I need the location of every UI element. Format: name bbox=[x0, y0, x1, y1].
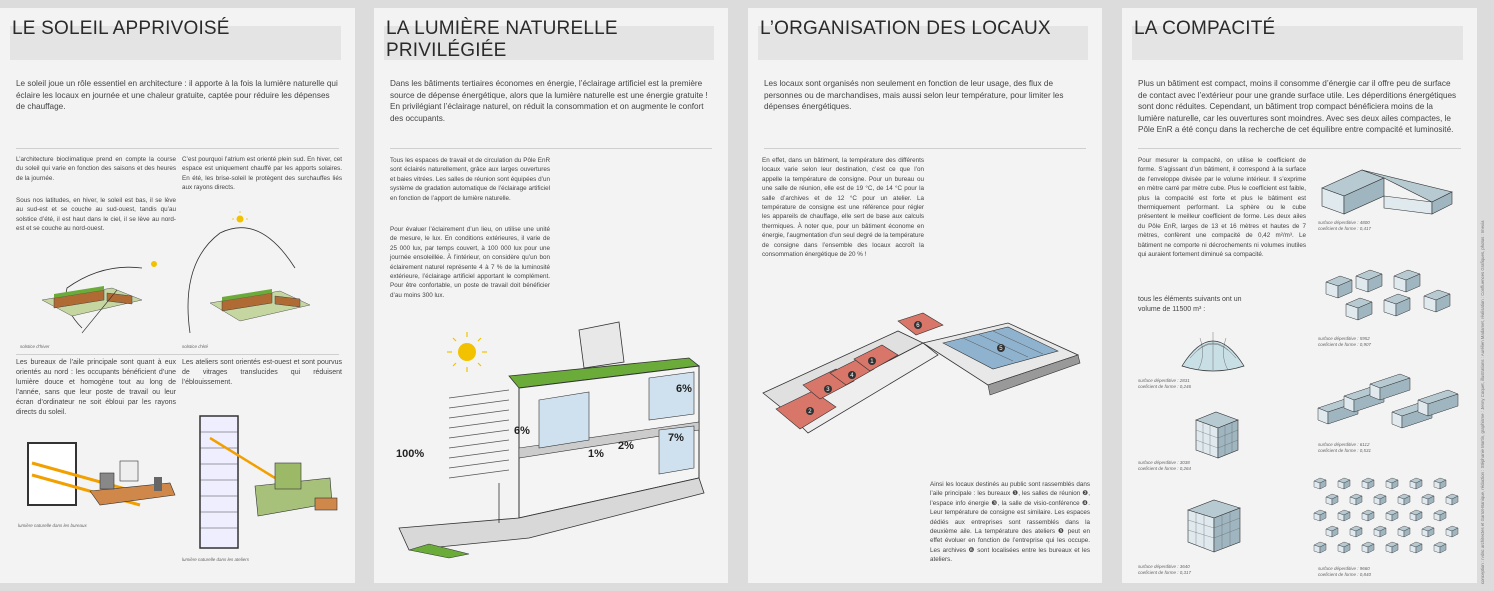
small-cube bbox=[1314, 478, 1326, 489]
pct-center-right: 2% bbox=[618, 440, 634, 452]
room-label: 1 bbox=[870, 359, 874, 366]
panel-title: LE SOLEIL APPRIVOISÉ bbox=[12, 18, 230, 39]
small-cube bbox=[1410, 478, 1422, 489]
small-cube bbox=[1446, 526, 1458, 537]
caption-dome-surface: surface déperditive : 2831 bbox=[1138, 378, 1190, 383]
small-cube bbox=[1434, 510, 1446, 521]
panel-title: LA COMPACITÉ bbox=[1134, 18, 1276, 39]
panel-title: L’ORGANISATION DES LOCAUX bbox=[760, 18, 1051, 39]
small-cube bbox=[1338, 510, 1350, 521]
caption-cube-surface: surface déperditive : 3038 bbox=[1138, 460, 1190, 465]
caption-block-coef: coeficient de forme : 0,317 bbox=[1138, 570, 1192, 575]
text-legend: Ainsi les locaux destinés au public sont rassemblés dans l’aile principale : les bureaux ❶, les salles de réunion ❷, l’espace info énergie ❸, la salle de visio-conférence ❹. Leur température de consigne est similaire. Les espaces dédiés aux entreprises sont rassemblés dans la deuxième aile. La température des ateliers ❺ peut en effet évoluer en fonction de l’entreprise qui les occupe. Les archives ❻ sont localisées entre les bureaux et les ateliers. bbox=[930, 481, 1090, 564]
small-cube bbox=[1422, 526, 1434, 537]
block-shape bbox=[1184, 496, 1244, 556]
panel-soleil bbox=[0, 8, 355, 583]
summer-solstice-diagram bbox=[180, 213, 340, 343]
caption-u-coef: coeficient de forme : 0,417 bbox=[1318, 226, 1372, 231]
workshop-sketch bbox=[180, 408, 345, 553]
text-col1a: L’architecture bioclimatique prend en compte la course du soleil qui varie en fonction des saisons et des heures de la journée. bbox=[16, 156, 176, 182]
divider bbox=[16, 148, 339, 149]
small-cube bbox=[1362, 478, 1374, 489]
small-cube bbox=[1350, 526, 1362, 537]
caption-cube-coef: coeficient de forme : 0,264 bbox=[1138, 466, 1192, 471]
caption-bars-coef: coeficient de forme : 0,531 bbox=[1318, 448, 1372, 453]
small-cube bbox=[1434, 478, 1446, 489]
small-cube bbox=[1398, 526, 1410, 537]
small-cube bbox=[1410, 510, 1422, 521]
small-cube bbox=[1338, 542, 1350, 553]
small-cube bbox=[1374, 526, 1386, 537]
dome-shape bbox=[1178, 326, 1248, 374]
caption-block-surface: surface déperditive : 3640 bbox=[1138, 564, 1190, 569]
panel-lumiere bbox=[374, 8, 728, 583]
panel-intro: Plus un bâtiment est compact, moins il consomme d’énergie car il offre peu de surface de contact avec l’extérieur pour une grande surface utile. Les déperditions énergétiques sont donc réduites. Cependant, un bâtiment trop compact bénéficiera moins de la lumière naturelle, car les ouvertures sont moindres. Avec ses deux ailes compactes, le Pôle EnR a été conçu dans la recherche de cet équilibre entre compacité et luminosité. bbox=[1138, 79, 1457, 134]
small-cube bbox=[1362, 542, 1374, 553]
panel-organisation bbox=[748, 8, 1102, 583]
caption-winter: solstice d’hiver bbox=[20, 344, 50, 349]
many-cubes-shape bbox=[1308, 473, 1468, 563]
pct-top-right: 6% bbox=[676, 383, 692, 395]
five-bars-shape bbox=[1318, 368, 1463, 438]
caption-cubes-coef: coeficient de forme : 0,840 bbox=[1318, 572, 1372, 577]
caption-six-surface: surface déperditive : 5952 bbox=[1318, 336, 1370, 341]
caption-workshop: lumière naturelle dans les ateliers bbox=[182, 557, 250, 562]
panel-intro: Dans les bâtiments tertiaires économes en énergie, l’éclairage artificiel est la première source de dépense énergétique, alors que la lumière naturelle est une énergie gratuite ! En privilégiant l’éclairage naturel, on réduit la consommation et on augmente le confort des occupants. bbox=[390, 79, 708, 123]
text-col2a: C’est pourquoi l’atrium est orienté plein sud. En hiver, cet espace est uniquement chauffé par les apports solaires. En été, les brise-soleil le protègent des surchauffes liés aux rayons directs. bbox=[182, 156, 342, 192]
divider bbox=[1138, 148, 1461, 149]
small-cube bbox=[1386, 510, 1398, 521]
small-cube bbox=[1422, 494, 1434, 505]
panel-intro: Le soleil joue un rôle essentiel en architecture : il apporte à la fois la lumière naturelle qui éclaire les locaux en journée et une chaleur gratuite, captée pour réduire les dépenses de chauffage. bbox=[16, 79, 338, 111]
text-col2c: Les ateliers sont orientés est-ouest et sont pourvus de vitrages translucides qui réduisent l’éblouissement. bbox=[182, 359, 342, 386]
text-col1c: Les bureaux de l’aile principale sont quant à eux orientés au nord : les occupants bénéficient d’une lumière douce et homogène tout au long de l’année, sans que leur poste de travail ou leur écran d’ordinateur ne soit ébloui par les rayons directs du soleil. bbox=[16, 359, 176, 416]
small-cube bbox=[1314, 510, 1326, 521]
small-cube bbox=[1362, 510, 1374, 521]
room-label: 5 bbox=[999, 346, 1003, 353]
text-col1b: Sous nos latitudes, en hiver, le soleil est bas, il se lève au sud-est et se couche au sud-ouest, tandis qu’au solstice d’été, il est haut dans le ciel, il se lève au nord-est et se couche au nord-ouest. bbox=[16, 197, 176, 233]
text-body: En effet, dans un bâtiment, la température des différents locaux varie selon leur destination, c’est ce que l’on appelle la température de consigne. Pour un bureau ou une salle de réunion, elle est de 19 °C, de 14 °C pour la salle d’archives et de 12 °C pour un atelier. La température de consigne est une référence pour régler les appareils de chauffage, elle sert de base aux calculs thermiques. À noter que, pour un bâtiment économe en énergie, l’augmentation d’un seul degré de la température de consigne dans l’ensemble des locaux accroît la consommation énergétique de 20 % ! bbox=[762, 157, 924, 259]
panel-intro: Les locaux sont organisés non seulement en fonction de leur usage, des flux de personnes ou de marchandises, mais aussi selon leur température, pour limiter les dépenses énergétiques. bbox=[764, 79, 1064, 111]
text-body2: Pour évaluer l’éclairement d’un lieu, on utilise une unité de mesure, le lux. En conditions extérieures, il varie de 25 000 lux, par temps couvert, à 100 000 lux pour une journée ensoleillée. À l’intérieur, on considère qu’un bon éclairement naturel représente 4 à 7 % de la luminosité extérieure, l’éclairage artificiel apportant le complément. Pour être confortable, un poste de travail doit bénéficier d’au moins 300 lux. bbox=[390, 226, 550, 299]
small-cube bbox=[1446, 494, 1458, 505]
office-sketch bbox=[20, 433, 180, 523]
caption-dome-coef: coeficient de forme : 0,246 bbox=[1138, 384, 1192, 389]
credits-vertical: conception : rvdsc architectes et Garrot-Banique, rédaction : Stéphanie Martin, graphisme : Jenny Coquet, illustrations : Aurélien Madamet, réalisation : Confluences Grafiques, photos : Imexia bbox=[1480, 220, 1485, 584]
small-cube bbox=[1326, 494, 1338, 505]
small-cube bbox=[1386, 478, 1398, 489]
small-cube bbox=[1314, 542, 1326, 553]
room-label: 3 bbox=[826, 387, 830, 394]
u-shape bbox=[1312, 158, 1462, 218]
small-cube bbox=[1410, 542, 1422, 553]
caption-cubes-surface: surface déperditive : 9660 bbox=[1318, 566, 1370, 571]
cube-shape bbox=[1192, 406, 1242, 461]
caption-summer: solstice d’été bbox=[182, 344, 209, 349]
room-label: 2 bbox=[808, 409, 812, 416]
room-label: 4 bbox=[850, 373, 854, 380]
caption-bars-surface: surface déperditive : 6112 bbox=[1318, 442, 1370, 447]
divider bbox=[764, 148, 1086, 149]
pct-ground-left: 6% bbox=[514, 425, 530, 437]
small-cube bbox=[1326, 526, 1338, 537]
text-body: Tous les espaces de travail et de circulation du Pôle EnR sont éclairés naturellement, grâce aux larges ouvertures et baies vitrées. Les salles de réunion sont équipées d’un système de gradation automatique de l’éclairage artificiel en fonction de l’apport de lumière naturelle. bbox=[390, 157, 550, 202]
caption-u-surface: surface déperditive : 4800 bbox=[1318, 220, 1370, 225]
small-cube bbox=[1434, 542, 1446, 553]
small-cube bbox=[1386, 542, 1398, 553]
text-body: Pour mesurer la compacité, on utilise le coefficient de forme. S’agissant d’un bâtiment, il correspond à la surface de l’enveloppe divisée par le volume intérieur. Il s’exprime en mètre carré par mètre cube. Plus le coefficient est faible, plus la compacité est forte et plus le bâtiment est thermiquement performant. La sphère ou le cube présentent le meilleur coefficient de forme. Les deux ailes du Pôle EnR, larges de 13 et 16 mètres et hautes de 7 mètres, confèrent une compacité de 0,42 m²/m³. Le bâtiment ne comporte ni décrochements ni volumes inutiles qui auraient fortement diminué sa compacité. bbox=[1138, 157, 1306, 259]
small-cube bbox=[1338, 478, 1350, 489]
divider bbox=[390, 148, 712, 149]
six-blocks-shape bbox=[1322, 266, 1462, 326]
floor-plan-sketch bbox=[758, 303, 1093, 463]
room-label: 6 bbox=[916, 323, 920, 330]
small-cube bbox=[1374, 494, 1386, 505]
caption-six-coef: coeficient de forme : 0,907 bbox=[1318, 342, 1372, 347]
pct-center: 1% bbox=[588, 448, 604, 460]
panel-compacite bbox=[1122, 8, 1477, 583]
caption-office: lumière naturelle dans les bureaux bbox=[18, 523, 87, 528]
divider bbox=[16, 354, 339, 355]
pct-right: 7% bbox=[668, 432, 684, 444]
small-cube bbox=[1350, 494, 1362, 505]
winter-solstice-diagram bbox=[22, 248, 172, 343]
pct-outside: 100% bbox=[396, 448, 425, 460]
small-cube bbox=[1398, 494, 1410, 505]
panel-title: LA LUMIÈRE NATURELLE PRIVILÉGIÉE bbox=[386, 18, 618, 61]
text-volume: tous les éléments suivants ont un volume de 11500 m³ : bbox=[1138, 296, 1242, 313]
